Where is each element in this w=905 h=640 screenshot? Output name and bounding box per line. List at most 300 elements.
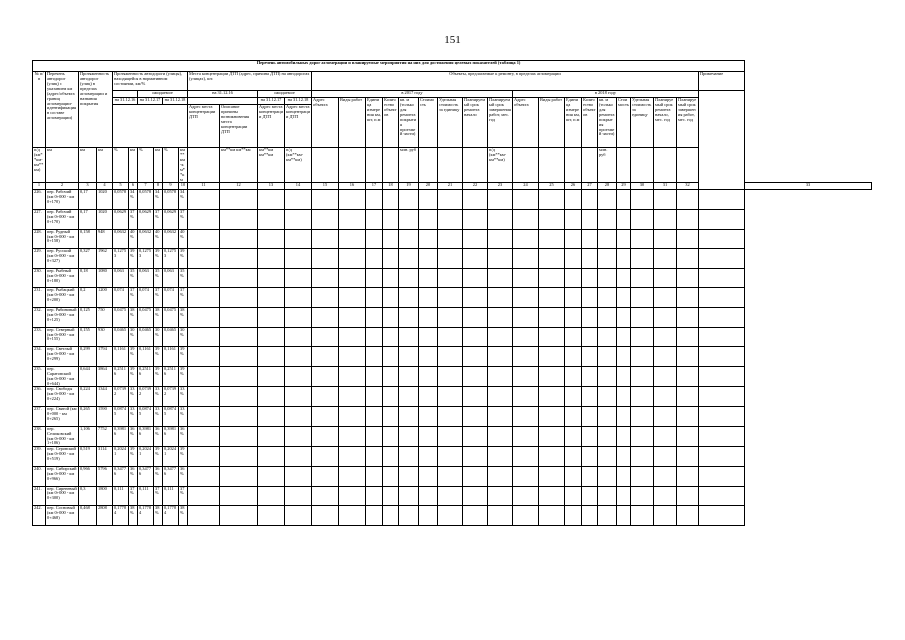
unit-cell: млн. руб <box>399 148 419 183</box>
empty-cell <box>366 268 383 288</box>
cell-e: 0,063 <box>163 268 179 288</box>
empty-cell <box>438 347 463 367</box>
unit-cell: % <box>163 148 179 183</box>
empty-cell <box>677 268 699 288</box>
cell-n: 230. <box>33 268 46 288</box>
empty-cell <box>463 347 488 367</box>
empty-cell <box>488 190 513 210</box>
empty-cell <box>488 210 513 230</box>
cell-e: 0,1161 <box>163 347 179 367</box>
empty-cell <box>285 347 312 367</box>
empty-cell <box>285 249 312 269</box>
empty-cell <box>463 426 488 447</box>
cell-c: 0,0465 <box>138 327 154 347</box>
empty-cell <box>438 426 463 447</box>
empty-cell <box>339 229 366 249</box>
empty-cell <box>565 387 582 407</box>
cell-f: 39% <box>179 366 188 387</box>
empty-cell <box>654 249 677 269</box>
cell-n: 231. <box>33 288 46 308</box>
empty-cell <box>654 229 677 249</box>
empty-cell <box>312 308 339 328</box>
cell-b: 33% <box>129 407 138 427</box>
column-number: 25 <box>539 183 565 190</box>
cell-len: 0,644 <box>79 366 97 387</box>
empty-cell <box>539 426 565 447</box>
cell-e: 0,0632 <box>163 229 179 249</box>
empty-cell <box>438 327 463 347</box>
cell-d: 39% <box>154 347 163 367</box>
empty-cell <box>617 407 631 427</box>
empty-cell <box>677 249 699 269</box>
empty-cell <box>339 308 366 328</box>
empty-cell <box>677 229 699 249</box>
cell-cover: 1962 <box>97 249 113 269</box>
empty-cell <box>258 486 285 506</box>
empty-cell <box>220 447 258 467</box>
empty-cell <box>539 210 565 230</box>
empty-cell <box>383 308 399 328</box>
cell-d: 40% <box>154 229 163 249</box>
empty-cell <box>188 407 220 427</box>
empty-cell <box>366 407 383 427</box>
empty-cell <box>399 327 419 347</box>
table-row <box>33 447 872 467</box>
table-row <box>33 347 872 367</box>
empty-cell <box>539 387 565 407</box>
table-row <box>33 387 872 407</box>
unit-cell <box>419 148 438 183</box>
sub-year-2017: в 2017 году <box>312 91 513 98</box>
empty-cell <box>220 210 258 230</box>
empty-cell <box>488 506 513 526</box>
empty-cell <box>654 308 677 328</box>
cell-road: пер. Русский (км 0+000 - км 0+327) <box>46 249 79 269</box>
unit-cell: км <box>129 148 138 183</box>
empty-cell <box>677 466 699 486</box>
empty-cell <box>617 288 631 308</box>
cell-len: 0,966 <box>79 466 97 486</box>
empty-cell <box>188 268 220 288</box>
dtp-date-2018: на 31.12.18 <box>285 98 312 105</box>
empty-cell <box>699 268 745 288</box>
cell-f: 37% <box>179 210 188 230</box>
h-unit-cost-18: Удельная стоимость за единицу <box>631 98 654 148</box>
cell-n: 227. <box>33 210 46 230</box>
column-number: 4 <box>97 183 113 190</box>
cell-n: 228. <box>33 229 46 249</box>
empty-cell <box>258 190 285 210</box>
unit-cell <box>677 148 699 183</box>
empty-cell <box>438 308 463 328</box>
cell-e: 0,25116 <box>163 366 179 387</box>
cell-n: 233. <box>33 327 46 347</box>
empty-cell <box>463 327 488 347</box>
cell-d: 37% <box>154 210 163 230</box>
empty-cell <box>617 347 631 367</box>
empty-cell <box>488 327 513 347</box>
empty-cell <box>438 268 463 288</box>
cell-c: 0,074 <box>138 288 154 308</box>
empty-cell <box>312 366 339 387</box>
empty-cell <box>339 268 366 288</box>
cell-e: 0,39816 <box>163 426 179 447</box>
cell-f: 33% <box>179 407 188 427</box>
empty-cell <box>631 366 654 387</box>
empty-cell <box>598 407 617 427</box>
empty-cell <box>366 308 383 328</box>
cell-e: 0,0578 <box>163 190 179 210</box>
empty-cell <box>463 229 488 249</box>
cell-n: 235. <box>33 366 46 387</box>
col-objects-header: Объекты, предлагаемые к ремонту, в пределах агломерации <box>312 72 699 91</box>
cell-len: 0,2 <box>79 288 97 308</box>
empty-cell <box>438 447 463 467</box>
empty-cell <box>488 426 513 447</box>
empty-cell <box>539 486 565 506</box>
empty-cell <box>598 486 617 506</box>
unit-cell <box>582 148 598 183</box>
column-number: 3 <box>79 183 97 190</box>
empty-cell <box>598 190 617 210</box>
cell-f: 36% <box>179 426 188 447</box>
cell-f: 39% <box>179 249 188 269</box>
table-row <box>33 308 872 328</box>
cell-c: 0,08745 <box>138 407 154 427</box>
empty-cell <box>631 407 654 427</box>
column-number: 28 <box>598 183 617 190</box>
empty-cell <box>598 366 617 387</box>
cell-f: 37% <box>179 486 188 506</box>
cell-a: 0,12753 <box>113 249 129 269</box>
empty-cell <box>513 268 539 288</box>
cell-f: 38% <box>179 308 188 328</box>
h-work-type: Виды работ <box>339 98 366 148</box>
column-number: 8 <box>154 183 163 190</box>
empty-cell <box>677 387 699 407</box>
cell-cover: 2808 <box>97 506 113 526</box>
empty-cell <box>598 210 617 230</box>
empty-cell <box>654 210 677 230</box>
empty-cell <box>617 466 631 486</box>
empty-cell <box>419 407 438 427</box>
empty-cell <box>582 506 598 526</box>
unit-cell <box>339 148 366 183</box>
column-number: 22 <box>463 183 488 190</box>
sub-expected: ожидаемое <box>138 91 188 98</box>
empty-cell <box>488 249 513 269</box>
empty-cell <box>582 249 598 269</box>
empty-cell <box>312 249 339 269</box>
empty-cell <box>383 268 399 288</box>
unit-cell <box>565 148 582 183</box>
empty-cell <box>258 229 285 249</box>
empty-cell <box>383 347 399 367</box>
cell-d: 36% <box>154 466 163 486</box>
cell-e: 0,0475 <box>163 308 179 328</box>
empty-cell <box>220 407 258 427</box>
unit-cell <box>539 148 565 183</box>
empty-cell <box>339 327 366 347</box>
empty-cell <box>617 190 631 210</box>
empty-cell <box>220 347 258 367</box>
empty-cell <box>399 268 419 288</box>
empty-cell <box>631 268 654 288</box>
cell-d: 37% <box>154 486 163 506</box>
cell-b: 37% <box>129 288 138 308</box>
empty-cell <box>488 407 513 427</box>
empty-cell <box>565 506 582 526</box>
empty-cell <box>220 288 258 308</box>
empty-cell <box>539 407 565 427</box>
empty-cell <box>539 347 565 367</box>
empty-cell <box>463 387 488 407</box>
h-unit: Единица измерения км, шт, п.м <box>366 98 383 148</box>
cell-b: 39% <box>129 447 138 467</box>
cell-cover: 750 <box>97 308 113 328</box>
unit-cell <box>631 148 654 183</box>
unit-cell <box>654 148 677 183</box>
empty-cell <box>513 288 539 308</box>
empty-cell <box>188 366 220 387</box>
empty-cell <box>699 506 745 526</box>
empty-cell <box>438 249 463 269</box>
h-plan-end-18: Планируемый срок завершения работ, мес. год <box>677 98 699 148</box>
empty-cell <box>258 387 285 407</box>
empty-cell <box>399 387 419 407</box>
empty-cell <box>285 229 312 249</box>
cell-f: 39% <box>179 347 188 367</box>
empty-cell <box>699 366 745 387</box>
col-road-header: Перечень автодорог (улиц) с указанием км (адрес/объекта границ агломерации-идентификация в составе агломерации) <box>46 72 79 148</box>
empty-cell <box>366 327 383 347</box>
empty-cell <box>631 486 654 506</box>
empty-cell <box>582 366 598 387</box>
empty-cell <box>699 407 745 427</box>
cell-d: 37% <box>154 288 163 308</box>
empty-cell <box>513 327 539 347</box>
cell-a: 0,17784 <box>113 506 129 526</box>
table-row <box>33 486 872 506</box>
empty-cell <box>366 366 383 387</box>
empty-cell <box>383 249 399 269</box>
empty-cell <box>438 486 463 506</box>
cell-len: 0,327 <box>79 249 97 269</box>
empty-cell <box>463 249 488 269</box>
cell-b: 37% <box>129 486 138 506</box>
cell-e: 0,0465 <box>163 327 179 347</box>
empty-cell <box>631 288 654 308</box>
col-length-header: Протяженность автодорог (улиц) в пределах агломерации и названия покрытия <box>79 72 113 148</box>
empty-cell <box>654 288 677 308</box>
h-plan-end: Планируемый срок завершения работ, мес. год <box>488 98 513 148</box>
empty-cell <box>220 268 258 288</box>
empty-cell <box>188 308 220 328</box>
empty-cell <box>399 407 419 427</box>
empty-cell <box>383 229 399 249</box>
empty-cell <box>699 210 745 230</box>
cell-a: 0,20241 <box>113 447 129 467</box>
cell-e: 0,20241 <box>163 447 179 467</box>
empty-cell <box>383 447 399 467</box>
cell-road: пер. Саратовский (км 0+000 - км 0+644) <box>46 366 79 387</box>
cell-a: 0,063 <box>113 268 129 288</box>
cell-len: 0,519 <box>79 447 97 467</box>
cell-cover: 930 <box>97 327 113 347</box>
empty-cell <box>258 249 285 269</box>
cell-road: пер. Северный (км 0+000 - км 0+155) <box>46 327 79 347</box>
empty-cell <box>438 288 463 308</box>
empty-cell <box>188 486 220 506</box>
empty-cell <box>220 327 258 347</box>
cell-cover: 3864 <box>97 366 113 387</box>
h-cost: Стоимость <box>419 98 438 148</box>
empty-cell <box>312 426 339 447</box>
cell-n: 238. <box>33 426 46 447</box>
empty-cell <box>699 229 745 249</box>
empty-cell <box>488 466 513 486</box>
dtp-blank <box>188 98 258 105</box>
column-number: 1 <box>33 183 46 190</box>
column-number: 9 <box>163 183 179 190</box>
empty-cell <box>539 308 565 328</box>
empty-cell <box>419 327 438 347</box>
cell-cover: 1800 <box>97 486 113 506</box>
empty-cell <box>565 327 582 347</box>
unit-cell: км**км км**км <box>220 148 258 183</box>
cell-b: 39% <box>129 366 138 387</box>
empty-cell <box>339 210 366 230</box>
empty-cell <box>539 466 565 486</box>
cell-cover: 948 <box>97 229 113 249</box>
empty-cell <box>258 327 285 347</box>
cell-len: 0,3 <box>79 486 97 506</box>
cell-d: 33% <box>154 407 163 427</box>
empty-cell <box>188 447 220 467</box>
cell-a: 0,1161 <box>113 347 129 367</box>
empty-cell <box>677 327 699 347</box>
empty-cell <box>513 308 539 328</box>
empty-cell <box>582 308 598 328</box>
h-unit-18: Единица измерения км, шт, п.м <box>565 98 582 148</box>
empty-cell <box>258 347 285 367</box>
empty-cell <box>463 268 488 288</box>
empty-cell <box>419 387 438 407</box>
cell-b: 38% <box>129 506 138 526</box>
empty-cell <box>699 327 745 347</box>
cell-d: 34% <box>154 190 163 210</box>
empty-cell <box>539 506 565 526</box>
empty-cell <box>419 506 438 526</box>
empty-cell <box>312 327 339 347</box>
table-row <box>33 327 872 347</box>
empty-cell <box>654 447 677 467</box>
empty-cell <box>565 486 582 506</box>
cell-d: 38% <box>154 308 163 328</box>
cell-road: пер. Рудный (км 0+000 - км 0+158) <box>46 229 79 249</box>
cell-f: 40% <box>179 229 188 249</box>
empty-cell <box>285 268 312 288</box>
cell-len: 0,265 <box>79 407 97 427</box>
empty-cell <box>419 288 438 308</box>
empty-cell <box>312 268 339 288</box>
empty-cell <box>339 466 366 486</box>
cell-n: 229. <box>33 249 46 269</box>
cell-c: 0,1161 <box>138 347 154 367</box>
sub-dtp-2016: на 31.12.16 <box>188 91 258 98</box>
cell-c: 0,0632 <box>138 229 154 249</box>
empty-cell <box>565 288 582 308</box>
empty-cell <box>582 229 598 249</box>
empty-cell <box>366 466 383 486</box>
empty-cell <box>285 387 312 407</box>
unit-cell: км**км-км**км <box>179 148 188 183</box>
empty-cell <box>488 288 513 308</box>
empty-cell <box>617 447 631 467</box>
empty-cell <box>565 229 582 249</box>
empty-cell <box>582 387 598 407</box>
empty-cell <box>366 288 383 308</box>
cell-n: 236. <box>33 387 46 407</box>
empty-cell <box>399 229 419 249</box>
cell-n: 242. <box>33 506 46 526</box>
empty-cell <box>258 308 285 328</box>
column-number: 20 <box>419 183 438 190</box>
empty-cell <box>366 190 383 210</box>
empty-cell <box>598 249 617 269</box>
cell-road: пер. Селиковский (км 0+000 - км 1+106) <box>46 426 79 447</box>
cell-b: 36% <box>129 426 138 447</box>
empty-cell <box>654 366 677 387</box>
empty-cell <box>399 288 419 308</box>
unit-cell <box>366 148 383 183</box>
empty-cell <box>285 466 312 486</box>
cell-cover: 1080 <box>97 268 113 288</box>
empty-cell <box>258 466 285 486</box>
cell-a: 0,07392 <box>113 387 129 407</box>
empty-cell <box>699 426 745 447</box>
empty-cell <box>419 229 438 249</box>
empty-cell <box>366 447 383 467</box>
empty-cell <box>488 387 513 407</box>
empty-cell <box>631 308 654 328</box>
empty-cell <box>188 466 220 486</box>
empty-cell <box>463 447 488 467</box>
cell-c: 0,12753 <box>138 249 154 269</box>
cell-cover: 1590 <box>97 407 113 427</box>
empty-cell <box>383 327 399 347</box>
empty-cell <box>582 426 598 447</box>
empty-cell <box>631 506 654 526</box>
column-numbers-row <box>33 183 872 190</box>
unit-cell: п/д (км**км-км**км) <box>33 148 46 183</box>
empty-cell <box>513 506 539 526</box>
empty-cell <box>463 288 488 308</box>
empty-cell <box>188 506 220 526</box>
empty-cell <box>419 447 438 467</box>
normative-blank <box>113 105 188 148</box>
empty-cell <box>677 347 699 367</box>
column-number: 29 <box>617 183 631 190</box>
empty-cell <box>312 288 339 308</box>
empty-cell <box>438 210 463 230</box>
cell-b: 34% <box>129 190 138 210</box>
cell-n: 241. <box>33 486 46 506</box>
empty-cell <box>188 210 220 230</box>
column-number: 2 <box>46 183 79 190</box>
empty-cell <box>598 466 617 486</box>
column-number: 7 <box>138 183 154 190</box>
